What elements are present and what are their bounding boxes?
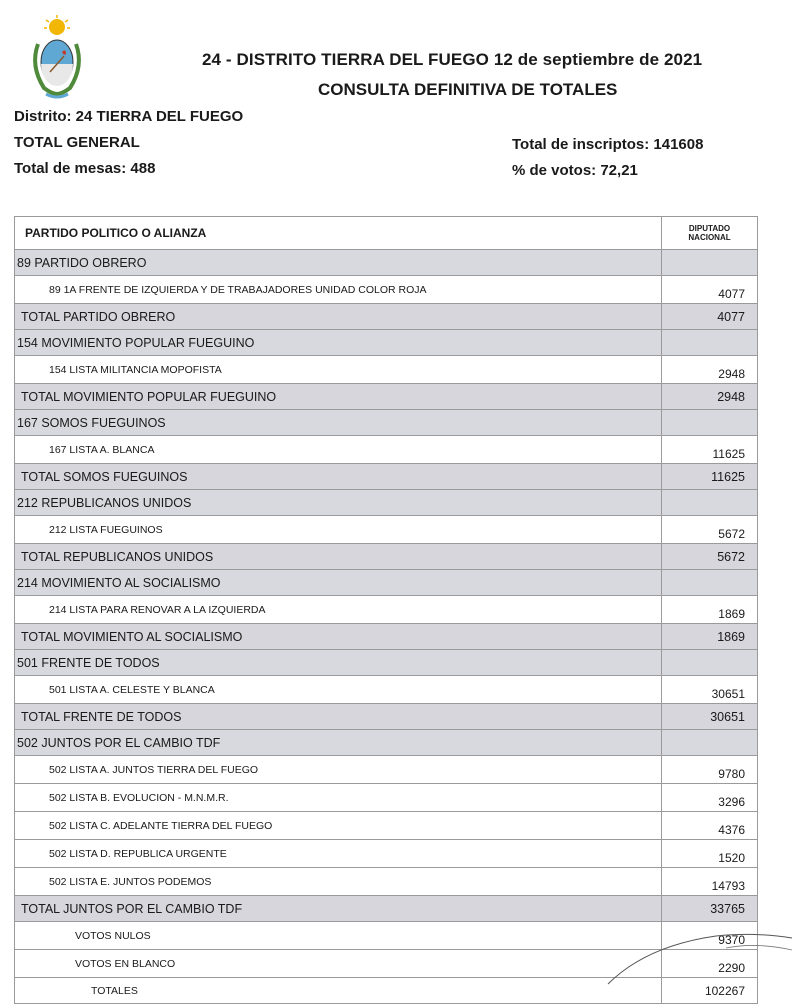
grand-value: 102267 bbox=[662, 978, 758, 1004]
total-label: TOTAL JUNTOS POR EL CAMBIO TDF bbox=[15, 896, 662, 922]
total-label: TOTAL REPUBLICANOS UNIDOS bbox=[15, 544, 662, 570]
list-value: 3296 bbox=[662, 784, 758, 812]
extra-label: VOTOS EN BLANCO bbox=[15, 950, 662, 978]
total-value: 1869 bbox=[662, 624, 758, 650]
district-label: Distrito: 24 TIERRA DEL FUEGO bbox=[14, 108, 244, 125]
pct-votos-label: % de votos: 72,21 bbox=[512, 162, 638, 179]
table-row-party bbox=[15, 570, 758, 596]
party-value bbox=[662, 250, 758, 276]
list-value: 2948 bbox=[662, 356, 758, 384]
list-label: 214 LISTA PARA RENOVAR A LA IZQUIERDA bbox=[15, 596, 662, 624]
party-label: 89 PARTIDO OBRERO bbox=[15, 250, 662, 276]
list-value: 30651 bbox=[662, 676, 758, 704]
table-row-total bbox=[15, 464, 758, 490]
extra-label: VOTOS NULOS bbox=[15, 922, 662, 950]
document-title: 24 - DISTRITO TIERRA DEL FUEGO 12 de septiembre de 2021 bbox=[202, 50, 703, 69]
list-label: 502 LISTA A. JUNTOS TIERRA DEL FUEGO bbox=[15, 756, 662, 784]
party-value bbox=[662, 330, 758, 356]
list-label: 89 1A FRENTE DE IZQUIERDA Y DE TRABAJADORES UNIDAD COLOR ROJA bbox=[15, 276, 662, 304]
table-row-total bbox=[15, 544, 758, 570]
list-label: 212 LISTA FUEGUINOS bbox=[15, 516, 662, 544]
table-row-party bbox=[15, 730, 758, 756]
party-label: 154 MOVIMIENTO POPULAR FUEGUINO bbox=[15, 330, 662, 356]
table-row-grand bbox=[15, 978, 758, 1004]
table-row-party bbox=[15, 250, 758, 276]
table-row-list bbox=[15, 756, 758, 784]
list-value: 14793 bbox=[662, 868, 758, 896]
party-label: 167 SOMOS FUEGUINOS bbox=[15, 410, 662, 436]
table-row-list bbox=[15, 596, 758, 624]
table-row-extra bbox=[15, 950, 758, 978]
party-value bbox=[662, 730, 758, 756]
total-general-label: TOTAL GENERAL bbox=[14, 134, 140, 151]
table-row-list bbox=[15, 436, 758, 464]
table-row-total bbox=[15, 304, 758, 330]
party-value bbox=[662, 570, 758, 596]
table-row-extra bbox=[15, 922, 758, 950]
results-table bbox=[14, 216, 758, 1004]
list-value: 4376 bbox=[662, 812, 758, 840]
party-value bbox=[662, 410, 758, 436]
list-label: 154 LISTA MILITANCIA MOPOFISTA bbox=[15, 356, 662, 384]
total-label: TOTAL MOVIMIENTO AL SOCIALISMO bbox=[15, 624, 662, 650]
list-value: 5672 bbox=[662, 516, 758, 544]
table-row-list bbox=[15, 676, 758, 704]
table-row-party bbox=[15, 410, 758, 436]
party-label: 501 FRENTE DE TODOS bbox=[15, 650, 662, 676]
column-header-party: PARTIDO POLITICO O ALIANZA bbox=[15, 217, 662, 250]
party-label: 214 MOVIMIENTO AL SOCIALISMO bbox=[15, 570, 662, 596]
list-label: 167 LISTA A. BLANCA bbox=[15, 436, 662, 464]
column-header-diputado bbox=[662, 217, 758, 250]
table-row-list bbox=[15, 840, 758, 868]
total-label: TOTAL FRENTE DE TODOS bbox=[15, 704, 662, 730]
grand-label: TOTALES bbox=[15, 978, 662, 1004]
party-label: 502 JUNTOS POR EL CAMBIO TDF bbox=[15, 730, 662, 756]
party-value bbox=[662, 650, 758, 676]
table-row-total bbox=[15, 704, 758, 730]
list-value: 1869 bbox=[662, 596, 758, 624]
list-value: 9780 bbox=[662, 756, 758, 784]
total-value: 33765 bbox=[662, 896, 758, 922]
table-row-list bbox=[15, 812, 758, 840]
total-value: 30651 bbox=[662, 704, 758, 730]
column-header-diputado-line2: NACIONAL bbox=[688, 233, 731, 242]
table-row-party bbox=[15, 330, 758, 356]
table-row-list bbox=[15, 784, 758, 812]
table-row-total bbox=[15, 624, 758, 650]
table-row-list bbox=[15, 356, 758, 384]
table-row-party bbox=[15, 490, 758, 516]
total-label: TOTAL SOMOS FUEGUINOS bbox=[15, 464, 662, 490]
total-mesas-label: Total de mesas: 488 bbox=[14, 160, 156, 177]
list-label: 502 LISTA D. REPUBLICA URGENTE bbox=[15, 840, 662, 868]
extra-value: 9370 bbox=[662, 922, 758, 950]
list-label: 502 LISTA E. JUNTOS PODEMOS bbox=[15, 868, 662, 896]
total-value: 5672 bbox=[662, 544, 758, 570]
total-label: TOTAL MOVIMIENTO POPULAR FUEGUINO bbox=[15, 384, 662, 410]
list-value: 11625 bbox=[662, 436, 758, 464]
argentina-coat-of-arms-icon bbox=[26, 14, 88, 100]
column-header-diputado-line1: DIPUTADO bbox=[688, 224, 731, 233]
table-row-list bbox=[15, 868, 758, 896]
table-row-list bbox=[15, 516, 758, 544]
table-row-list bbox=[15, 276, 758, 304]
party-label: 212 REPUBLICANOS UNIDOS bbox=[15, 490, 662, 516]
total-value: 11625 bbox=[662, 464, 758, 490]
table-row-party bbox=[15, 650, 758, 676]
table-row-total bbox=[15, 384, 758, 410]
list-label: 501 LISTA A. CELESTE Y BLANCA bbox=[15, 676, 662, 704]
list-label: 502 LISTA C. ADELANTE TIERRA DEL FUEGO bbox=[15, 812, 662, 840]
table-header-row bbox=[15, 217, 758, 250]
table-row-total bbox=[15, 896, 758, 922]
extra-value: 2290 bbox=[662, 950, 758, 978]
total-value: 2948 bbox=[662, 384, 758, 410]
document-subtitle: CONSULTA DEFINITIVA DE TOTALES bbox=[318, 80, 618, 99]
list-value: 1520 bbox=[662, 840, 758, 868]
party-value bbox=[662, 490, 758, 516]
total-inscriptos-label: Total de inscriptos: 141608 bbox=[512, 136, 704, 153]
total-value: 4077 bbox=[662, 304, 758, 330]
list-value: 4077 bbox=[662, 276, 758, 304]
total-label: TOTAL PARTIDO OBRERO bbox=[15, 304, 662, 330]
list-label: 502 LISTA B. EVOLUCION - M.N.M.R. bbox=[15, 784, 662, 812]
